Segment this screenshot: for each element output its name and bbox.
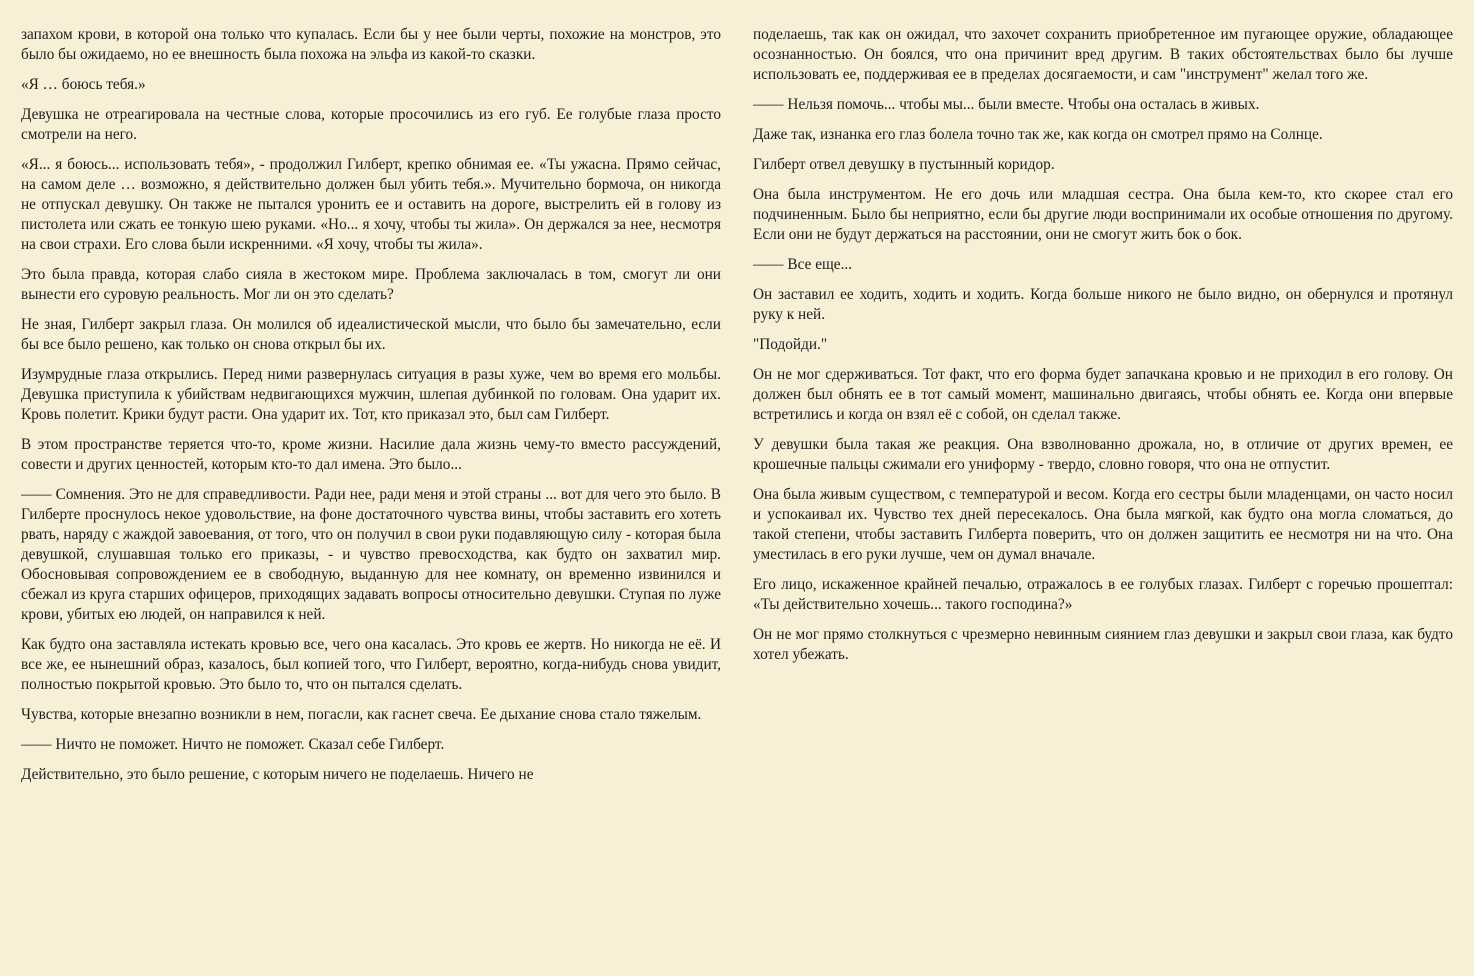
- paragraph: У девушки была такая же реакция. Она взволнованно дрожала, но, в отличие от других времен, ее крошечные пальцы сжимали его униформу - твердо, словно говоря, что она не отпустит.: [753, 436, 1453, 473]
- paragraph: поделаешь, так как он ожидал, что захочет сохранить приобретенное им пугающее оружие, обладающее осознанностью. Он боялся, что она причинит вред другим. В таких обстоятельствах было бы лучше использовать ее, поддерживая ее в пределах досягаемости, и сам "инструмент" желал того же.: [753, 26, 1453, 83]
- paragraph: Девушка не отреагировала на честные слова, которые просочились из его губ. Ее голубые глаза просто смотрели на него.: [21, 106, 721, 143]
- left-text-column: [21, 0, 721, 976]
- paragraph: Даже так, изнанка его глаз болела точно так же, как когда он смотрел прямо на Солнце.: [753, 126, 1323, 143]
- paragraph: «Я … боюсь тебя.»: [21, 76, 146, 93]
- paragraph: Он не мог прямо столкнуться с чрезмерно невинным сиянием глаз девушки и закрыл свои глаза, как будто хотел убежать.: [753, 626, 1453, 663]
- paragraph: В этом пространстве теряется что-то, кроме жизни. Насилие дала жизнь чему-то вместо рассуждений, совести и других ценностей, которым кто-то дал имена. Это было...: [21, 436, 721, 473]
- paragraph: запахом крови, в которой она только что купалась. Если бы у нее были черты, похожие на монстров, это было бы ожидаемо, но ее внешность была похожа на эльфа из какой-то сказки.: [21, 26, 721, 63]
- paragraph: Его лицо, искаженное крайней печалью, отражалось в ее голубых глазах. Гилберт с горечью прошептал: «Ты действительно хочешь... такого господина?»: [753, 576, 1453, 613]
- paragraph: —— Ничто не поможет. Ничто не поможет. Сказал себе Гилберт.: [21, 736, 445, 753]
- paragraph: Он не мог сдерживаться. Тот факт, что его форма будет запачкана кровью и не приходил в его голову. Он должен был обнять ее в тот самый момент, машинально двигаясь, чтобы обнять ее. Когда они впервые встретились и когда он взял её с собой, он сделал также.: [753, 366, 1453, 423]
- paragraph: —— Нельзя помочь... чтобы мы... были вместе. Чтобы она осталась в живых.: [753, 96, 1260, 113]
- paragraph: Она была живым существом, с температурой и весом. Когда его сестры были младенцами, он часто носил и успокаивал их. Чувство тех дней пересекалось. Она была мягкой, как будто она могла сломаться, до такой степени, чтобы заставить Гилберта поверить, что он должен защитить ее несмотря ни на что. Она уместилась в его руки лучше, чем он думал вначале.: [753, 486, 1453, 563]
- paragraph: Чувства, которые внезапно возникли в нем, погасли, как гаснет свеча. Ее дыхание снова стало тяжелым.: [21, 706, 702, 723]
- paragraph: Она была инструментом. Не его дочь или младшая сестра. Она была кем-то, кто скорее стал его подчиненным. Было бы неприятно, если бы другие люди воспринимали их особые отношения по другому. Если они не будут держаться на расстоянии, они не смогут жить бок о бок.: [753, 186, 1453, 243]
- paragraph: «Я... я боюсь... использовать тебя», - продолжил Гилберт, крепко обнимая ее. «Ты ужасна. Прямо сейчас, на самом деле … возможно, я действительно должен был убить тебя.». Мучительно бормоча, он никогда не отпускал девушку. Он также не пытался уронить ее и оставить на дороге, выстрелить ей в голову из пистолета или сжать ее тонкую шею руками. «Но... я хочу, чтобы ты жила». Он держался за нее, несмотря на свои страхи. Его слова были искренними. «Я хочу, чтобы ты жила».: [21, 156, 721, 253]
- right-text-column: [753, 0, 1453, 976]
- paragraph: —— Все еще...: [753, 256, 853, 273]
- paragraph: Не зная, Гилберт закрыл глаза. Он молился об идеалистической мысли, что было бы замечательно, если бы все было решено, как только он снова открыл бы их.: [21, 316, 721, 353]
- paragraph: —— Сомнения. Это не для справедливости. Ради нее, ради меня и этой страны ... вот для чего это было. В Гилберте проснулось некое удовольствие, на фоне достаточного чувства вины, чтобы заставить его хотеть рвать, наряду с жаждой завоевания, от того, что он получил в свои руки подавляющую силу - которая была девушкой, слушавшая только его приказы, - и чувство превосходства, как будто он захватил мир. Обосновывая сопровождением ее в свободную, выданную для нее комнату, он временно извинился и сбежал из круга старших офицеров, приходящих задавать вопросы относительно девушки. Ступая по луже крови, убитых ею людей, он направился к ней.: [21, 486, 721, 623]
- paragraph: Он заставил ее ходить, ходить и ходить. Когда больше никого не было видно, он обернулся и протянул руку к ней.: [753, 286, 1453, 323]
- paragraph: Это была правда, которая слабо сияла в жестоком мире. Проблема заключалась в том, смогут ли они вынести его суровую реальность. Мог ли он это сделать?: [21, 266, 721, 303]
- paragraph: Как будто она заставляла истекать кровью все, чего она касалась. Это кровь ее жертв. Но никогда не её. И все же, ее нынешний образ, казалось, был копией того, что Гилберт, вероятно, когда-нибудь снова увидит, полностью покрытой кровью. Это было то, что он пытался сделать.: [21, 636, 721, 693]
- paragraph: Действительно, это было решение, с которым ничего не поделаешь. Ничего не: [21, 766, 534, 783]
- paragraph: Гилберт отвел девушку в пустынный коридор.: [753, 156, 1055, 173]
- paragraph: Изумрудные глаза открылись. Перед ними развернулась ситуация в разы хуже, чем во время его мольбы. Девушка приступила к убийствам недвигающихся мужчин, шлепая дубинкой по головам. Она ударит их. Кровь полетит. Крики будут расти. Она ударит их. Тот, кто приказал это, был сам Гилберт.: [21, 366, 721, 423]
- paragraph: "Подойди.": [753, 336, 828, 353]
